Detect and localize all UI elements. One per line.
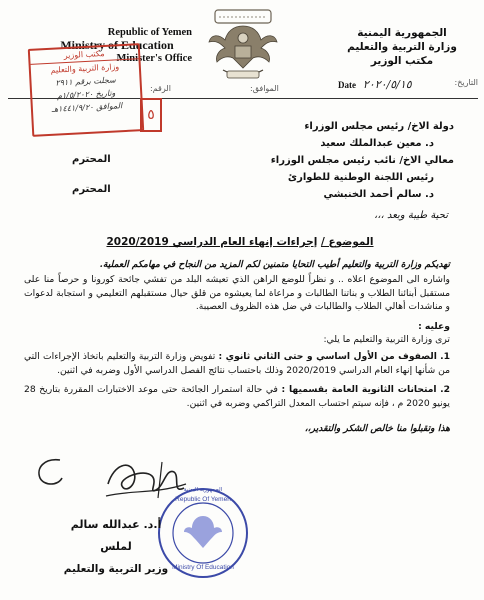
body-para1: واشاره الى الموضوع اعلاه .. و نظراً للوضع الراهن الذي تعيشه البلد من تفشي جائحة كورونا و حرصاً منا على مستقبل أبنائنا الطلاب و بناتنا الطالبات و مراعاة لما يعيشوه من قلق حيال مستقبلهم التعليمي و استجابة لدعوات و مناشدات أهالي الطلاب والطالبات في ضل هذه الظروف العصيبة. — [24, 274, 450, 313]
item-head: الصفوف من الأول اساسي و حتى الثاني ثانوي : — [218, 351, 437, 363]
recipient-line: د. سالم أحمد الخنبشي — [323, 189, 434, 200]
stamp-line: مكتب الوزير — [30, 45, 139, 65]
recipient-line: رئيس اللجنة الوطنية للطوارئ — [287, 172, 434, 183]
recipient-line: د. معين عبدالملك سعيد — [320, 138, 434, 149]
date-field — [338, 78, 478, 91]
ref-label: الرقم: — [150, 84, 171, 93]
item-number: 1. — [440, 351, 450, 363]
header-office-ar: مكتب الوزير — [370, 55, 434, 67]
registry-stamp — [28, 43, 144, 137]
stamp-side-box — [140, 98, 162, 132]
date-prefix: Date — [338, 80, 356, 90]
ref-field — [150, 84, 171, 93]
attach-field — [250, 84, 279, 93]
stamp-side-mark: ٥ — [147, 107, 155, 123]
item-text: تفويض وزارة التربية والتعليم باتخاذ الإجراءات التي من شأنها إنهاء العام الدراسي 2020/2019 وذلك باحتساب نتائج الفصل الدراسي الأول وضربه في اثنين. — [24, 351, 450, 376]
recipient-line: معالي الاخ/ نائب رئيس مجلس الوزراء — [270, 155, 454, 166]
header-country-en: Republic of Yemen — [107, 27, 192, 38]
honorific-2: المحترم — [72, 184, 111, 195]
body-therefore: وعليه : — [418, 320, 450, 332]
body-closing: هذا وتقبلوا منا خالص الشكر والتقدير،، — [304, 423, 450, 435]
seal-text-ar: الجمهورية اليمنية — [183, 487, 223, 493]
letter-body — [24, 258, 450, 435]
recipient-line: دولة الاخ/ رئيس مجلس الوزراء — [304, 121, 454, 132]
yemen-emblem-icon — [205, 8, 281, 82]
list-item — [24, 350, 450, 377]
signature-mark-icon — [30, 452, 70, 492]
attach-label: الموافق: — [250, 84, 279, 93]
subject-text: إجراءات إنهاء العام الدراسي 2020/2019 — [106, 236, 318, 248]
date-value: ٢٠٢٠/٥/١٥ — [362, 78, 412, 91]
greeting: تحية طيبة وبعد ،،، — [374, 210, 448, 221]
signatory-name: أ.د. عبدالله سالم لملس — [70, 518, 162, 553]
item-head: امتحانات الثانوية العامة بقسميها : — [281, 384, 437, 396]
header-country-ar: الجمهورية اليمنية — [357, 27, 447, 39]
stamp-line: وتاريخ ١/٥/٢٠٢٠م — [56, 88, 116, 101]
seal-text-outer: Republic Of Yemen — [175, 496, 231, 503]
stamp-line: الموافق ١٤٤١/٩/٢٠هـ — [51, 101, 123, 114]
honorific-1: المحترم — [72, 154, 111, 165]
stamp-line: وزارة التربية والتعليم — [50, 62, 120, 75]
subject-line — [60, 236, 420, 248]
stamp-line: سجلت برقم ٢٩١١ — [55, 75, 116, 88]
header-office-en: Minister's Office — [116, 53, 192, 64]
item-text: في حالة استمرار الجائحة حتى موعد الاختبارات المقررة بتاريخ 28 يونيو 2020 م ، فإنه سيتم احتساب المعدل التراكمي وضربه في اثنين. — [24, 384, 450, 409]
signatory-block — [56, 514, 176, 580]
header-arabic — [332, 26, 472, 68]
body-intro: تهديكم وزارة التربية والتعليم أطيب التحايا متمنين لكم المزيد من النجاح في مهامكم العملية. — [99, 259, 450, 270]
signatory-title: وزير التربية والتعليم — [63, 563, 169, 575]
header-ministry-ar: وزارة التربية والتعليم — [347, 41, 457, 53]
recipients-block — [234, 118, 454, 203]
list-item — [24, 383, 450, 410]
subject-label: الموضوع / — [320, 236, 374, 248]
date-label: التاريخ: — [454, 78, 478, 87]
seal-text-inner: Ministry Of Education — [172, 564, 234, 571]
body-proposal: ترى وزارة التربية والتعليم ما يلي: — [323, 334, 450, 346]
header-ministry-en: Ministry of Education — [60, 38, 174, 52]
item-number: 2. — [440, 384, 451, 396]
